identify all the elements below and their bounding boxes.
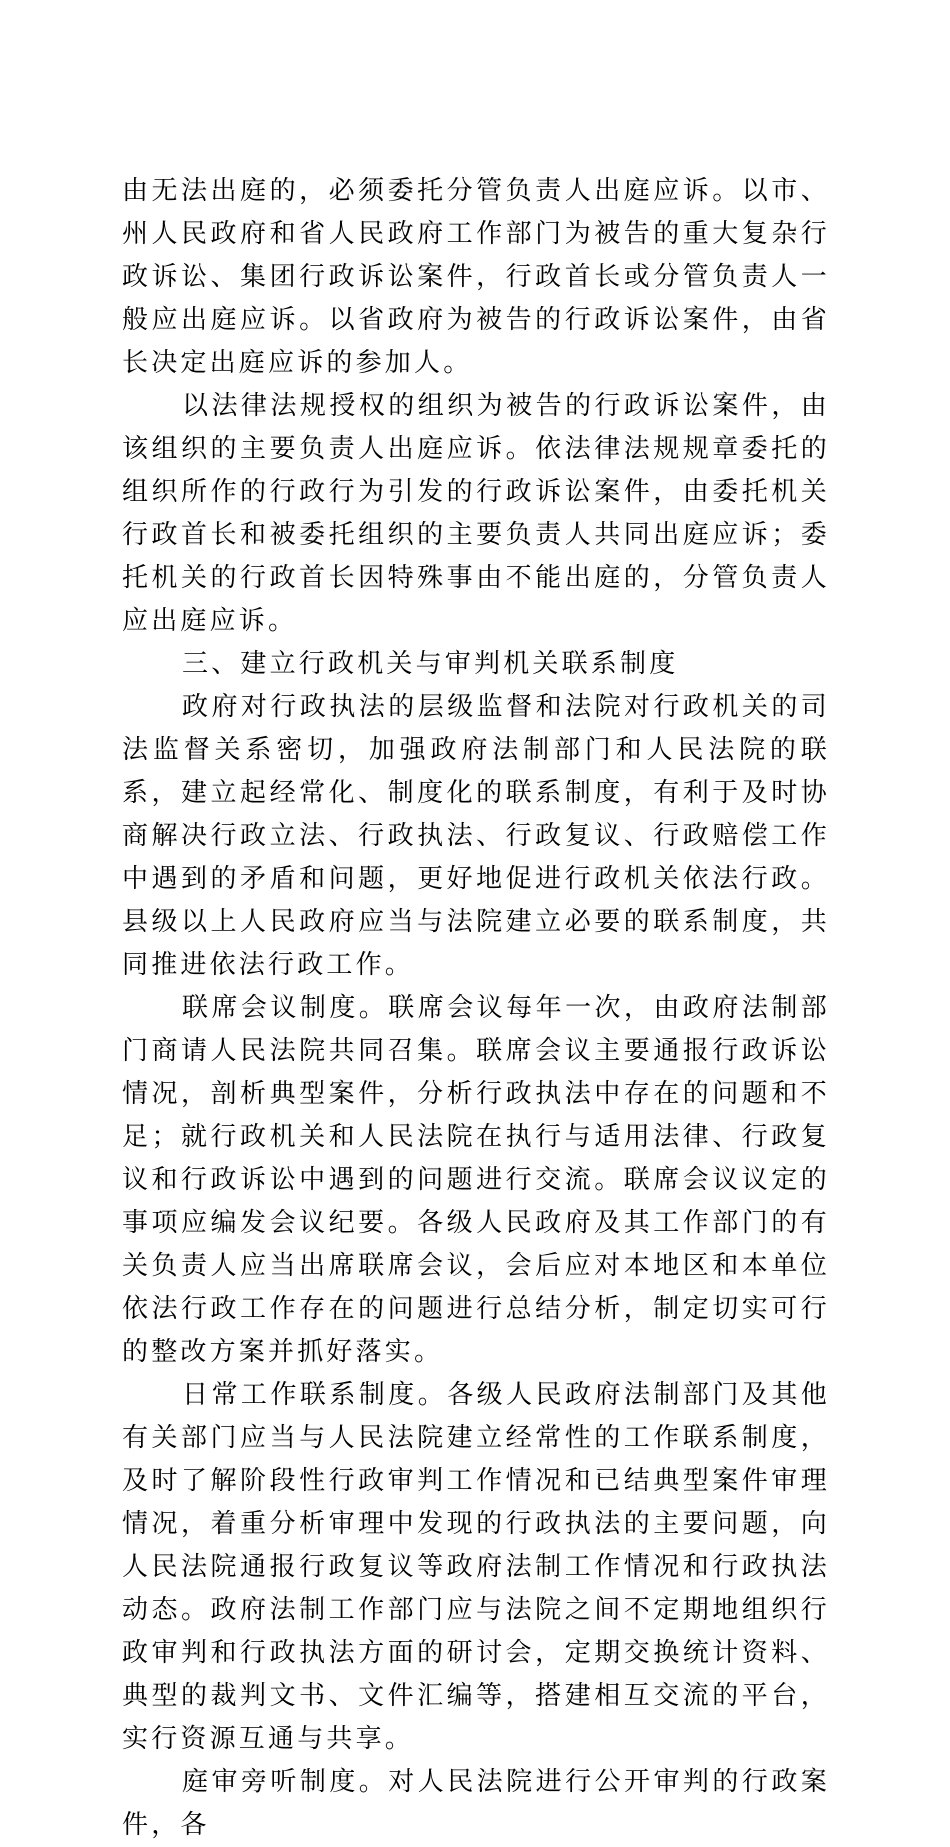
paragraph-6: 庭审旁听制度。对人民法院进行公开审判的行政案件，各 — [122, 1767, 830, 1840]
paragraph-5: 日常工作联系制度。各级人民政府法制部门及其他有关部门应当与人民法院建立经常性的工作联系制度，及时了解阶段性行政审判工作情况和已结典型案件审理情况，着重分析审理中发现的行政执法的主要问题，向人民法院通报行政复议等政府法制工作情况和行政执法动态。政府法制工作部门应与法院之间不定期地组织行政审判和行政执法方面的研讨会，定期交换统计资料、典型的裁判文书、文件汇编等，搭建相互交流的平台，实行资源互通与共享。 — [122, 1380, 830, 1754]
paragraph-3: 政府对行政执法的层级监督和法院对行政机关的司法监督关系密切，加强政府法制部门和人民法院的联系，建立起经常化、制度化的联系制度，有利于及时协商解决行政立法、行政执法、行政复议、行政赔偿工作中遇到的矛盾和问题，更好地促进行政机关依法行政。县级以上人民政府应当与法院建立必要的联系制度，共同推进依法行政工作。 — [122, 692, 830, 980]
document-page — [122, 170, 830, 1847]
paragraph-2: 以法律法规授权的组织为被告的行政诉讼案件，由该组织的主要负责人出庭应诉。依法律法规规章委托的组织所作的行政行为引发的行政诉讼案件，由委托机关行政首长和被委托组织的主要负责人共同出庭应诉；委托机关的行政首长因特殊事由不能出庭的，分管负责人应出庭应诉。 — [122, 391, 830, 636]
paragraph-1: 由无法出庭的，必须委托分管负责人出庭应诉。以市、州人民政府和省人民政府工作部门为被告的重大复杂行政诉讼、集团行政诉讼案件，行政首长或分管负责人一般应出庭应诉。以省政府为被告的行政诉讼案件，由省长决定出庭应诉的参加人。 — [122, 176, 830, 378]
section-heading: 三、建立行政机关与审判机关联系制度 — [182, 649, 679, 679]
paragraph-4: 联席会议制度。联席会议每年一次，由政府法制部门商请人民法院共同召集。联席会议主要通报行政诉讼情况，剖析典型案件，分析行政执法中存在的问题和不足；就行政机关和人民法院在执行与适用法律、行政复议和行政诉讼中遇到的问题进行交流。联席会议议定的事项应编发会议纪要。各级人民政府及其工作部门的有关负责人应当出席联席会议，会后应对本地区和本单位依法行政工作存在的问题进行总结分析，制定切实可行的整改方案并抓好落实。 — [122, 993, 830, 1367]
